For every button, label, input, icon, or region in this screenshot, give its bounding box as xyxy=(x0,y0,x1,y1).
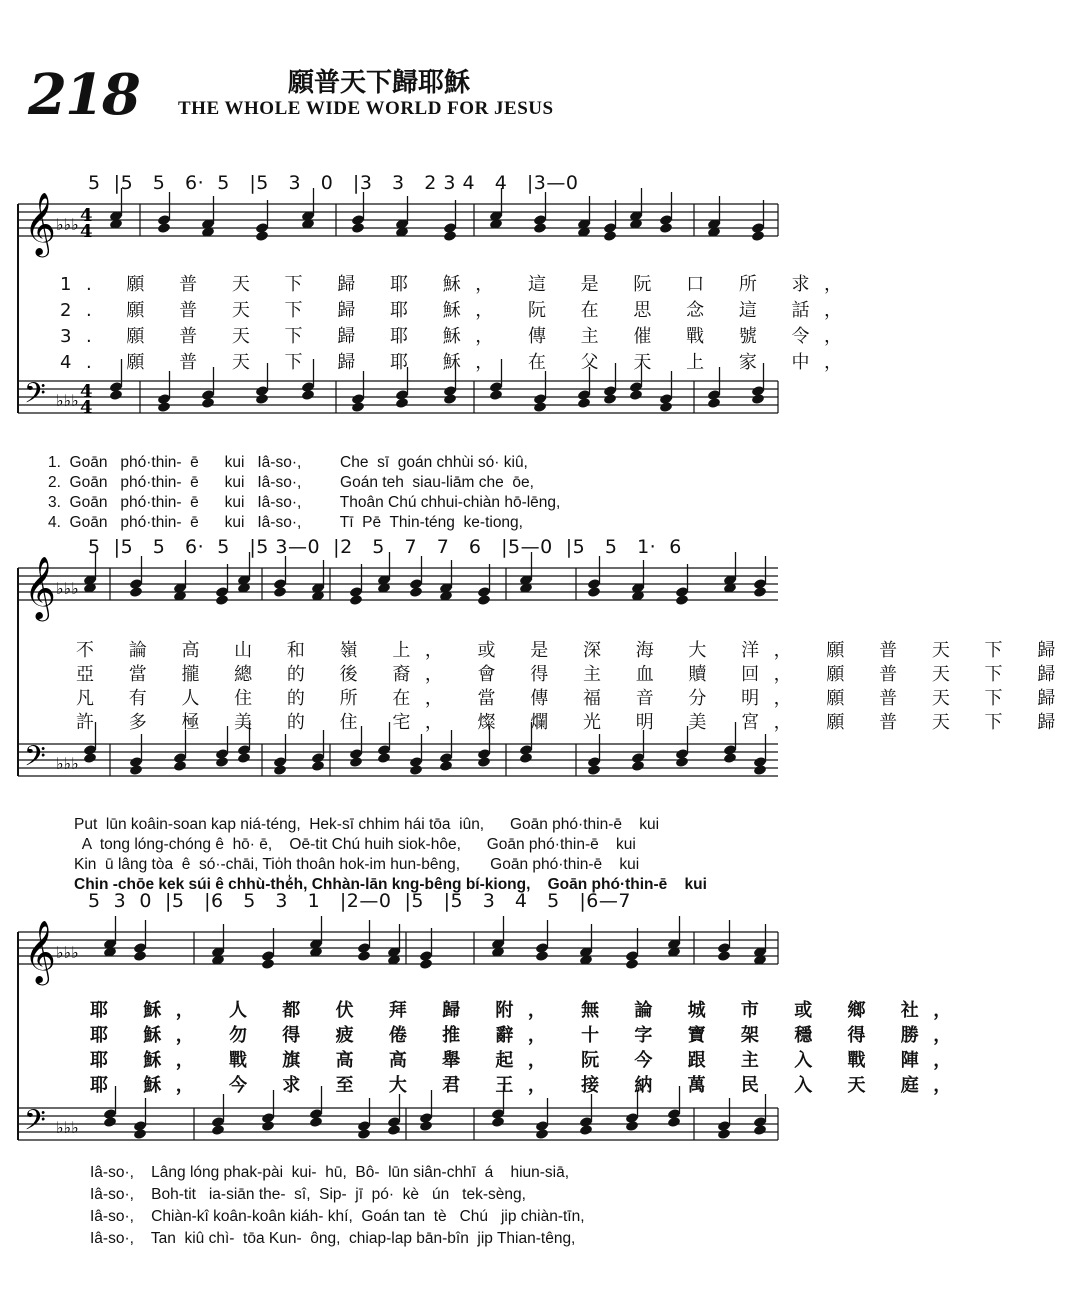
svg-text:♭♭♭: ♭♭♭ xyxy=(56,391,79,410)
notehead xyxy=(349,594,363,606)
jianpu-line-2: 5 |5 5 6· 5 |5 3—0 |2 5 7 7 6 |5—0 |5 5 1· 6 xyxy=(88,536,682,558)
lyrics-zh-verse-3: 耶 穌， 戰 旗 高 高 舉 起， 阮 今 跟 主 入 戰 陣， xyxy=(90,1050,966,1071)
lyrics-rom-verse-1: Iâ-so·, Lâng lóng phak-pài kui- hū, Bô- lūn siân-chhī á hiun-siā, xyxy=(90,1164,570,1181)
svg-text:♭♭♭: ♭♭♭ xyxy=(56,1118,79,1137)
lyrics-zh-verse-4: 4. 願 普 天 下 歸 耶 穌， 在 父 天 上 家 中， xyxy=(60,352,857,373)
lyrics-zh-verse-3: 凡 有 人 住 的 所 在， 當 傳 福 音 分 明， 願 普 天 下 歸 xyxy=(76,688,1070,709)
notehead xyxy=(273,586,287,598)
lyrics-zh-verse-4: 耶 穌， 今 求 至 大 君 王， 接 納 萬 民 入 天 庭， xyxy=(90,1075,966,1096)
notehead xyxy=(357,1128,371,1140)
notehead xyxy=(133,950,147,962)
notehead xyxy=(103,1116,117,1128)
notehead xyxy=(201,397,215,409)
notehead xyxy=(215,756,229,768)
lyrics-rom-verse-4: Iâ-so·, Tan kiû chì- tōa Kun- ông, chiap-lap bān-bîn jip Thian-têng, xyxy=(90,1230,576,1247)
notehead xyxy=(625,958,639,970)
notehead xyxy=(489,389,503,401)
notehead xyxy=(395,397,409,409)
svg-text:𝄞: 𝄞 xyxy=(24,192,56,255)
notehead xyxy=(535,1128,549,1140)
notehead xyxy=(311,760,325,772)
notehead xyxy=(443,230,457,242)
svg-text:𝄞: 𝄞 xyxy=(24,920,56,983)
notehead xyxy=(625,1120,639,1132)
notehead xyxy=(717,1128,731,1140)
lyrics-zh-verse-4: 許 多 極 美 的 住 宅， 燦 爛 光 明 美 宮， 願 普 天 下 歸 xyxy=(76,712,1070,733)
notehead xyxy=(309,1116,323,1128)
notehead xyxy=(261,958,275,970)
notehead xyxy=(211,1124,225,1136)
notehead xyxy=(723,752,737,764)
lyrics-zh-verse-2: 耶 穌， 勿 得 疲 倦 推 辭， 十 字 寶 架 穩 得 勝， xyxy=(90,1025,966,1046)
svg-text:4: 4 xyxy=(80,205,93,226)
jianpu-line-1: 5 |5 5 6· 5 |5 3 0 |3 3 2 3 4 4 |3—0 xyxy=(88,172,579,194)
lyrics-rom-verse-3: Kin ū lâng tòa ê só·-chāi, Tio̍h thoân hok-im hun-bêng, Goān phó·thin-ē kui xyxy=(74,856,640,873)
notehead xyxy=(533,222,547,234)
notehead xyxy=(157,222,171,234)
notehead xyxy=(675,756,689,768)
notehead xyxy=(631,760,645,772)
notehead xyxy=(351,401,365,413)
notehead xyxy=(377,752,391,764)
notehead xyxy=(753,1124,767,1136)
notehead xyxy=(255,393,269,405)
svg-text:♭♭♭: ♭♭♭ xyxy=(56,754,79,773)
notehead xyxy=(587,764,601,776)
notehead xyxy=(533,401,547,413)
lyrics-zh-verse-2: 亞 當 攏 總 的 後 裔， 會 得 主 血 贖 回， 願 普 天 下 歸 xyxy=(76,664,1070,685)
lyrics-rom-verse-2: Iâ-so·, Boh-tit ia-siān the- sî, Sip- jī pó· kè ún tek-sèng, xyxy=(90,1186,526,1203)
lyrics-zh-verse-1: 1. 願 普 天 下 歸 耶 穌， 這 是 阮 口 所 求， xyxy=(60,274,857,295)
svg-text:♭♭♭: ♭♭♭ xyxy=(56,215,79,234)
notehead xyxy=(157,401,171,413)
notehead xyxy=(603,230,617,242)
notehead xyxy=(477,756,491,768)
jianpu-line-3: 5 3 0 |5 |6 5 3 1 |2—0 |5 |5 3 4 5 |6—7 xyxy=(88,890,631,912)
lyrics-rom-verse-4: Chin -chōe kek súi ê chhù-thé̍h, Chhàn-lān kng-bêng bí-kiong, Goān phó·thin-ē kui xyxy=(74,876,707,893)
notehead xyxy=(129,586,143,598)
notehead xyxy=(587,586,601,598)
notehead xyxy=(579,1124,593,1136)
notehead xyxy=(717,950,731,962)
notehead xyxy=(491,1116,505,1128)
hymn-number: 218 xyxy=(28,62,139,128)
notehead xyxy=(173,760,187,772)
hymn-title-chinese: 願普天下歸耶穌 xyxy=(288,68,471,98)
notehead xyxy=(351,222,365,234)
notehead xyxy=(477,594,491,606)
lyrics-rom-verse-3: 3. Goān phó·thin- ē kui Iâ-so·, Thoân Chú chhui-chiàn hō-lēng, xyxy=(48,494,561,511)
notehead xyxy=(357,950,371,962)
notehead xyxy=(675,594,689,606)
notehead xyxy=(629,389,643,401)
notehead xyxy=(409,586,423,598)
notehead xyxy=(133,1128,147,1140)
lyrics-zh-verse-3: 3. 願 普 天 下 歸 耶 穌， 傳 主 催 戰 號 令， xyxy=(60,326,857,347)
notehead xyxy=(751,230,765,242)
notehead xyxy=(409,764,423,776)
svg-text:𝄢: 𝄢 xyxy=(24,1104,46,1144)
hymn-title-english: THE WHOLE WIDE WORLD FOR JESUS xyxy=(178,98,554,119)
svg-text:𝄢: 𝄢 xyxy=(24,377,46,417)
lyrics-rom-verse-1: Put lūn koâin-soan kap niá-téng, Hek-sī chhim hái tōa iûn, Goān phó·thin-ē kui xyxy=(74,816,660,833)
svg-text:♭♭♭: ♭♭♭ xyxy=(56,943,79,962)
notehead xyxy=(439,760,453,772)
notehead xyxy=(577,397,591,409)
notehead xyxy=(215,594,229,606)
lyrics-rom-verse-3: Iâ-so·, Chiàn-kî koân-koân kiáh- khí, Goán tan tè Chú jip chiàn-tīn, xyxy=(90,1208,585,1225)
notehead xyxy=(349,756,363,768)
svg-text:𝄞: 𝄞 xyxy=(24,556,56,619)
notehead xyxy=(603,393,617,405)
notehead xyxy=(129,764,143,776)
notehead xyxy=(751,393,765,405)
notehead xyxy=(519,752,533,764)
lyrics-rom-verse-1: 1. Goān phó·thin- ē kui Iâ-so·, Che sī goán chhùi só· kiû, xyxy=(48,454,528,471)
svg-text:𝄢: 𝄢 xyxy=(24,740,46,780)
notehead xyxy=(753,586,767,598)
notehead xyxy=(387,1124,401,1136)
svg-text:4: 4 xyxy=(80,397,93,418)
notehead xyxy=(535,950,549,962)
notehead xyxy=(659,401,673,413)
notehead xyxy=(707,397,721,409)
notehead xyxy=(301,389,315,401)
notehead xyxy=(83,752,97,764)
lyrics-zh-verse-1: 耶 穌， 人 都 伏 拜 歸 附， 無 論 城 市 或 鄉 社， xyxy=(90,1000,966,1021)
lyrics-zh-verse-1: 不 論 高 山 和 嶺 上， 或 是 深 海 大 洋， 願 普 天 下 歸 xyxy=(76,640,1070,661)
notehead xyxy=(419,958,433,970)
notehead xyxy=(659,222,673,234)
notehead xyxy=(443,393,457,405)
notehead xyxy=(753,764,767,776)
notehead xyxy=(261,1120,275,1132)
svg-text:4: 4 xyxy=(80,381,93,402)
notehead xyxy=(667,1116,681,1128)
notehead xyxy=(273,764,287,776)
notehead xyxy=(237,752,251,764)
notehead xyxy=(109,389,123,401)
lyrics-rom-verse-4: 4. Goān phó·thin- ē kui Iâ-so·, Tī Pē Thin-téng ke-tiong, xyxy=(48,514,523,531)
notehead xyxy=(419,1120,433,1132)
svg-text:♭♭♭: ♭♭♭ xyxy=(56,579,79,598)
notehead xyxy=(255,230,269,242)
svg-text:4: 4 xyxy=(80,221,93,242)
lyrics-zh-verse-2: 2. 願 普 天 下 歸 耶 穌， 阮 在 思 念 這 話， xyxy=(60,300,857,321)
lyrics-rom-verse-2: 2. Goān phó·thin- ē kui Iâ-so·, Goán teh siau-liām che ōe, xyxy=(48,474,534,491)
lyrics-rom-verse-2: A tong lóng-chóng ê hō· ē, Oē-tit Chú huih siok-hôe, Goān phó·thin-ē kui xyxy=(74,836,636,853)
